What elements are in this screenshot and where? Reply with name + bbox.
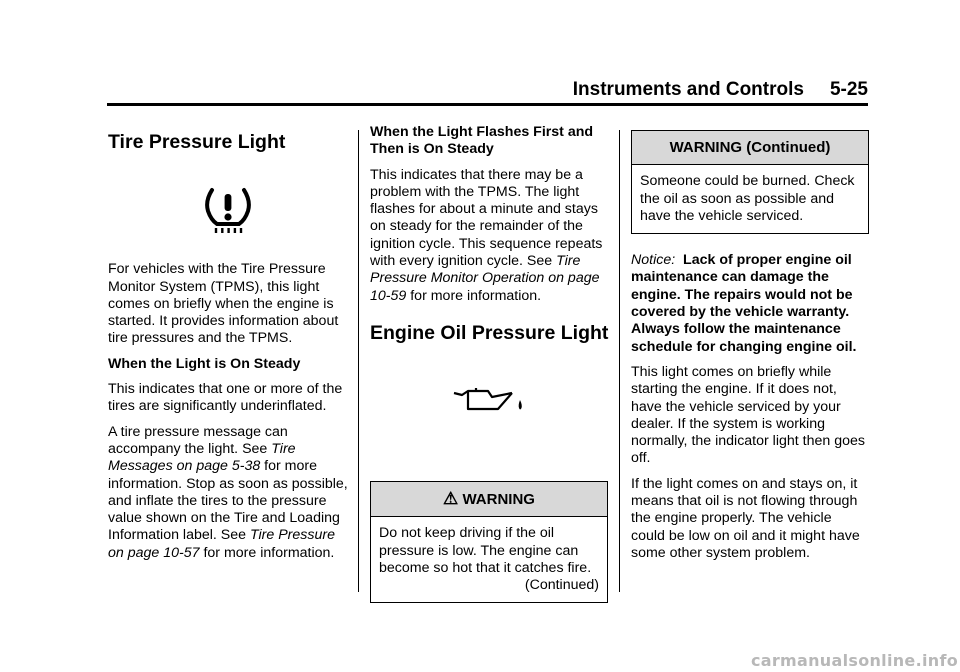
oil-light-brief-text: This light comes on briefly while starting the engine. If it does not, have the vehicle serviced by your dealer. If the system is working normally, the indicator light then goes off. — [631, 363, 865, 467]
column-1 — [108, 130, 348, 570]
link-tpms-operation[interactable]: Tire Pressure Monitor Operation on page 10-59 — [370, 253, 600, 304]
column-3 — [631, 130, 869, 570]
page-number: 5-25 — [829, 79, 868, 100]
link-tire-messages[interactable]: Tire Messages on page 5-38 — [108, 440, 296, 475]
link-tire-pressure[interactable]: Tire Pressure on page 10-57 — [108, 527, 335, 561]
warning-title: WARNING — [462, 490, 535, 508]
oil-light-stays-on-text: If the light comes on and stays on, it means that oil is not flowing through the engine properly. The vehicle could be low on oil and it might have some other system problem. — [631, 475, 860, 561]
tire-pressure-warning-icon — [203, 184, 253, 234]
underinflated-text: This indicates that one or more of the tires are significantly underinflated. — [108, 381, 343, 415]
notice-label: Notice: — [631, 252, 676, 269]
tire-pressure-heading: Tire Pressure Light — [108, 131, 286, 153]
warning-continued-box — [631, 130, 869, 234]
column-divider-1 — [358, 130, 359, 592]
warning-continued-text: Someone could be burned. Check the oil as soon as possible and have the vehicle serviced. — [640, 173, 855, 224]
warning-box — [370, 481, 608, 603]
column-2 — [370, 124, 610, 603]
warning-triangle-icon: ⚠ — [443, 488, 459, 508]
oil-can-icon — [452, 387, 528, 415]
subheading-flashes: When the Light Flashes First and Then is On Steady — [370, 124, 594, 158]
subheading-on-steady: When the Light is On Steady — [108, 355, 301, 372]
continued-label: (Continued) — [524, 577, 599, 594]
oil-pressure-heading: Engine Oil Pressure Light — [370, 321, 609, 344]
notice-paragraph — [631, 252, 869, 356]
notice-text: Lack of proper engine oil maintenance can damage the engine. The repairs would not be covered by the vehicle warranty. Always follow the maintenance schedule for changing engine oil. — [631, 252, 857, 355]
page-header — [107, 79, 868, 106]
tpms-problem-paragraph: This indicates that there may be a problem with the TPMS. The light flashes for about a minute and stays on steady for the remainder of the ignition cycle. This sequence repeats with every ignition cycle. See Tire Pressure Monitor Operation on page 10-59 for more information. — [370, 166, 603, 304]
column-divider-2 — [619, 130, 620, 592]
watermark: carmanualsonline.info — [750, 651, 958, 670]
section-title: Instruments and Controls — [572, 79, 804, 100]
tire-message-paragraph: A tire pressure message can accompany the light. See Tire Messages on page 5-38 for more information. Stop as soon as possible, and inflate the tires to the pressure value shown on the Tire and Loading Information label. See Tire Pressure on page 10-57 for more information. — [108, 423, 348, 561]
tpms-intro: For vehicles with the Tire Pressure Monitor System (TPMS), this light comes on briefly when the engine is started. It provides information about tire pressures and the TPMS. — [108, 261, 339, 347]
warning-text: Do not keep driving if the oil pressure is low. The engine can become so hot that it catches fire. — [379, 525, 592, 576]
warning-continued-title: WARNING (Continued) — [632, 131, 868, 165]
